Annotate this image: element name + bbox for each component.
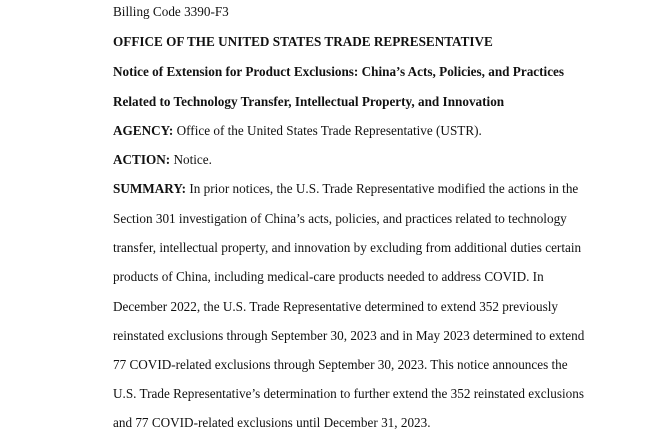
notice-title-line-2: Related to Technology Transfer, Intellectual Property, and Innovation: [113, 94, 505, 109]
summary-line-8: U.S. Trade Representative’s determination to further extend the 352 reinstated exclusions: [113, 386, 584, 401]
summary-first-text: In prior notices, the U.S. Trade Representative modified the actions in the: [186, 181, 579, 196]
summary-line-5: December 2022, the U.S. Trade Representative determined to extend 352 previously: [113, 299, 558, 314]
agency-line: [113, 123, 482, 139]
notice-title-line-1: Notice of Extension for Product Exclusions: China’s Acts, Policies, and Practices: [113, 64, 565, 79]
summary-line-3: transfer, intellectual property, and innovation by excluding from additional duties certain: [113, 240, 582, 255]
agency-label: AGENCY:: [113, 123, 174, 138]
action-line: [113, 152, 212, 168]
summary-line-9: and 77 COVID-related exclusions until December 31, 2023.: [113, 415, 431, 430]
billing-code: Billing Code 3390-F3: [113, 4, 229, 19]
action-label: ACTION:: [113, 152, 171, 167]
summary-line-2: Section 301 investigation of China’s acts, policies, and practices related to technology: [113, 211, 567, 226]
office-heading: OFFICE OF THE UNITED STATES TRADE REPRESENTATIVE: [113, 34, 493, 49]
summary-line-4: products of China, including medical-care products needed to address COVID. In: [113, 269, 544, 284]
summary-line-7: 77 COVID-related exclusions through September 30, 2023. This notice announces the: [113, 357, 568, 372]
summary-label: SUMMARY:: [113, 181, 187, 196]
summary-line-1: [113, 181, 578, 197]
agency-text: Office of the United States Trade Representative (USTR).: [173, 123, 482, 138]
summary-line-6: reinstated exclusions through September 30, 2023 and in May 2023 determined to extend: [113, 328, 585, 343]
action-text: Notice.: [170, 152, 212, 167]
